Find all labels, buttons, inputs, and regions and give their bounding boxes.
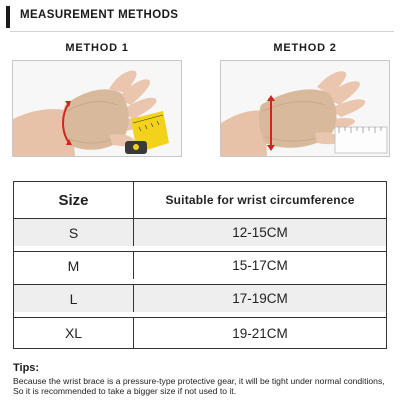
section-title: MEASUREMENT METHODS [20, 9, 179, 21]
size-cell: M [14, 252, 134, 279]
tips-section [13, 362, 391, 396]
method-1-label: METHOD 1 [65, 42, 129, 54]
circumference-cell: 19-21CM [232, 325, 288, 341]
section-header [6, 2, 394, 32]
size-column-header: Size [14, 182, 134, 218]
circumference-cell: 12-15CM [232, 225, 288, 240]
size-chart-table [13, 181, 387, 349]
size-cell: XL [14, 318, 134, 348]
table-row [14, 317, 386, 348]
header-accent-bar [6, 6, 10, 28]
tips-text: Because the wrist brace is a pressure-type protective gear, it will be tight under normal conditions, So it is recommended to take a bigger size if not used to it. [13, 376, 385, 396]
size-cell: L [14, 285, 134, 312]
header-divider [10, 31, 394, 32]
circumference-cell: 15-17CM [232, 258, 288, 273]
circumference-cell: 17-19CM [232, 291, 288, 306]
table-row [14, 218, 386, 246]
table-row [14, 251, 386, 279]
size-cell: S [14, 219, 134, 246]
method-1-image [12, 60, 182, 157]
method-2-image [220, 60, 390, 157]
method-2-label: METHOD 2 [273, 42, 337, 54]
circumference-column-header: Suitable for wrist circumference [165, 193, 355, 207]
tips-label: Tips: [13, 362, 40, 374]
table-header-row [14, 182, 386, 218]
table-row [14, 284, 386, 312]
